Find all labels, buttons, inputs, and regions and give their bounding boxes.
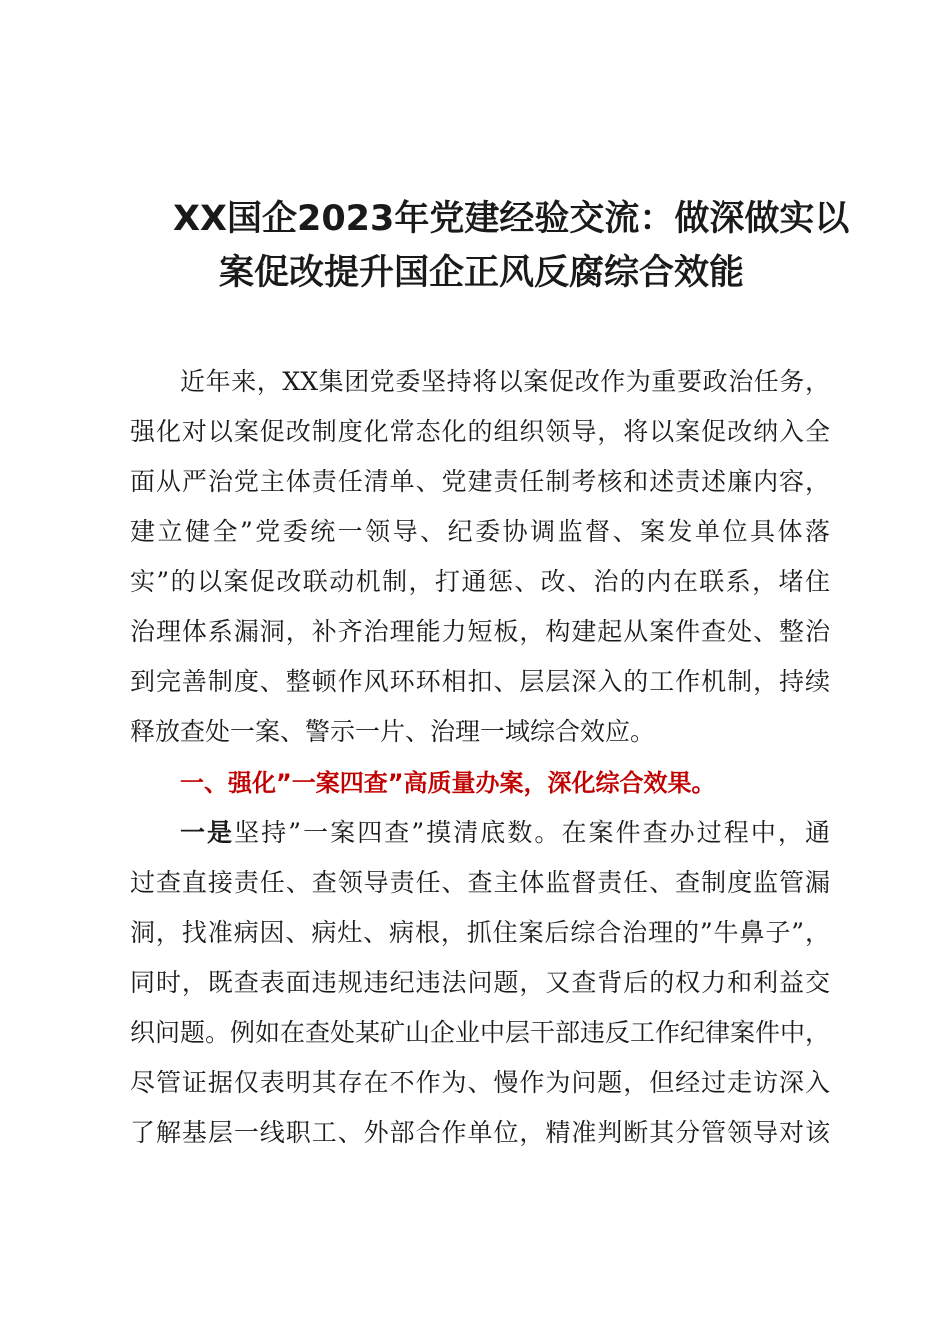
section-line: 洞，找准病因、病灶、病根，抓住案后综合治理的”牛鼻子”， — [130, 918, 830, 947]
section-line: 了解基层一线职工、外部合作单位，精准判断其分管领导对该 — [130, 1118, 830, 1147]
section-line: 同时，既查表面违规违纪违法问题，又查背后的权力和利益交 — [130, 968, 830, 997]
section-line: 织问题。例如在查处某矿山企业中层干部违反工作纪律案件中， — [130, 1018, 831, 1047]
section-line: 尽管证据仅表明其存在不作为、慢作为问题，但经过走访深入 — [130, 1068, 830, 1097]
document-title-line-2: 案促改提升国企正风反腐综合效能 — [219, 253, 745, 293]
section-heading: 一、强化”一案四查”高质量办案，深化综合效果。 — [180, 769, 716, 797]
section-paragraph-first-line — [180, 808, 830, 858]
intro-line: 治理体系漏洞，补齐治理能力短板，构建起从案件查处、整治 — [130, 617, 830, 646]
section-line: 过查直接责任、查领导责任、查主体监督责任、查制度监管漏 — [130, 868, 830, 897]
intro-line: 建立健全”党委统一领导、纪委协调监督、案发单位具体落 — [130, 517, 830, 546]
intro-line: 强化对以案促改制度化常态化的组织领导，将以案促改纳入全 — [130, 417, 830, 446]
paragraph-lead: 一是 — [180, 818, 235, 847]
intro-line: 释放查处一案、警示一片、治理一域综合效应。 — [130, 717, 656, 746]
intro-line: 到完善制度、整顿作风环环相扣、层层深入的工作机制，持续 — [130, 667, 830, 696]
intro-line: 近年来，XX集团党委坚持将以案促改作为重要政治任务， — [180, 367, 830, 396]
intro-line: 实”的以案促改联动机制，打通惩、改、治的内在联系，堵住 — [130, 567, 830, 596]
paragraph-text: 坚持”一案四查”摸清底数。在案件查办过程中，通 — [234, 818, 830, 847]
intro-line: 面从严治党主体责任清单、党建责任制考核和述责述廉内容， — [130, 467, 830, 496]
document-title-line-1: XX国企2023年党建经验交流：做深做实以 — [173, 199, 850, 239]
